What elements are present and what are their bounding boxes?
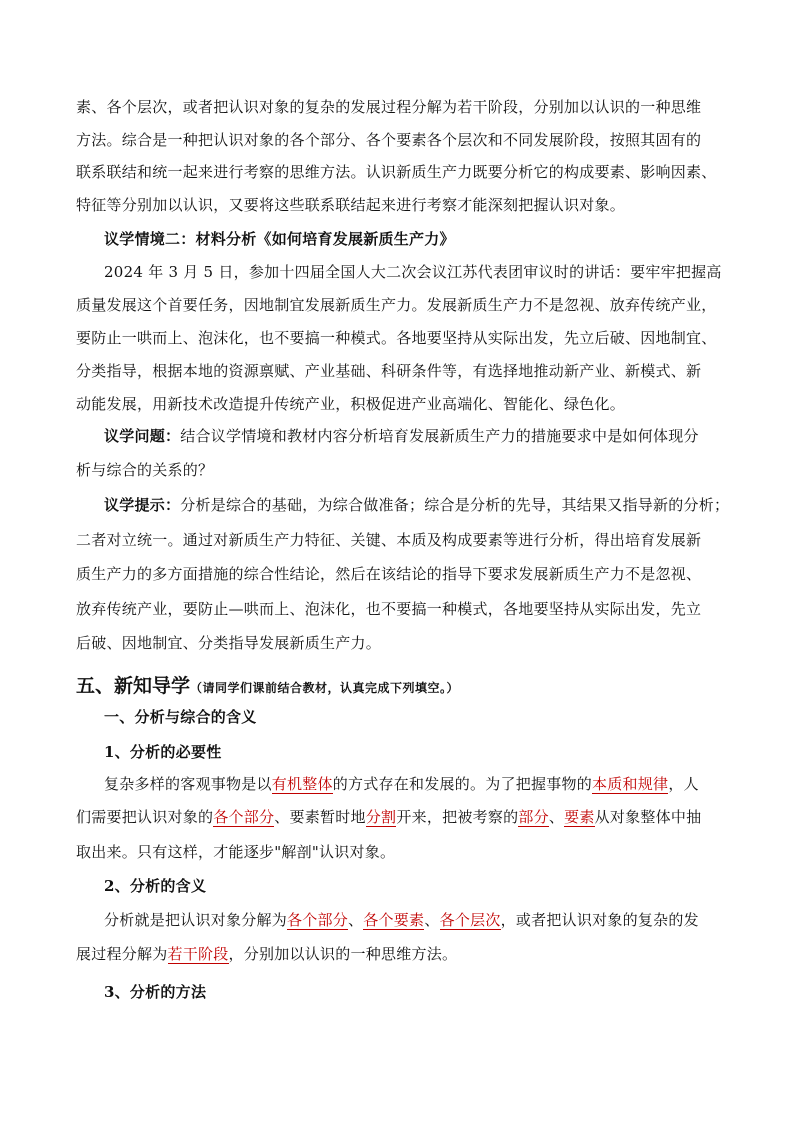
blank-answer: 本质和规律 <box>592 775 669 793</box>
paragraph-line: 后破、因地制宜、分类指导发展新质生产力。 <box>76 634 382 652</box>
section-heading <box>76 674 459 700</box>
paragraph-line: 质生产力的多方面措施的综合性结论，然后在该结论的指导下要求发展新质生产力不是忽视、 <box>76 565 702 583</box>
paragraph-line: 取出来。只有这样，才能逐步"解剖"认识对象。 <box>76 843 396 861</box>
hint-label: 议学提示： <box>104 496 181 514</box>
fill-blank-line: 分析就是把认识对象分解为各个部分、各个要素、各个层次，或者把认识对象的复杂的发 <box>104 911 699 929</box>
paragraph-line: 动能发展，用新技术改造提升传统产业，积极促进产业高端化、智能化、绿色化。 <box>76 395 626 413</box>
hint-text: 分析是综合的基础，为综合做准备；综合是分析的先导，其结果又指导新的分析； <box>180 496 730 514</box>
paragraph-line: 析与综合的关系的？ <box>76 461 214 479</box>
blank-answer: 各个部分 <box>287 911 349 929</box>
paragraph-line: 质量发展这个首要任务，因地制宜发展新质生产力。发展新质生产力不是忽视、放弃传统产业， <box>76 296 717 314</box>
item-heading: 3、分析的方法 <box>104 983 207 1001</box>
blank-answer: 各个部分 <box>213 808 275 826</box>
item-heading: 1、分析的必要性 <box>104 743 222 761</box>
blank-answer: 各个层次 <box>439 911 501 929</box>
question-text: 结合议学情境和教材内容分析培育发展新质生产力的措施要求中是如何体现分 <box>180 427 699 445</box>
question-line <box>104 426 699 446</box>
paragraph-line: 分类指导，根据本地的资源禀赋、产业基础、科研条件等，有选择地推动新产业、新模式、新 <box>76 362 702 380</box>
section-title: 五、新知导学 <box>76 675 191 697</box>
scenario-heading: 议学情境二：材料分析《如何培育发展新质生产力》 <box>104 230 455 248</box>
blank-answer: 部分 <box>518 808 549 826</box>
blank-answer: 各个要素 <box>363 911 425 929</box>
paragraph-line: 放弃传统产业，要防止—哄而上、泡沫化，也不要搞一种模式，各地要坚持从实际出发，先立 <box>76 600 702 618</box>
fill-blank-line: 展过程分解为若干阶段，分别加以认识的一种思维方法。 <box>76 945 458 963</box>
paragraph-line: 要防止一哄而上、泡沫化，也不要搞一种模式。各地要坚持从实际出发，先立后破、因地制宜、 <box>76 329 717 347</box>
blank-answer: 若干阶段 <box>167 945 229 963</box>
question-label: 议学问题： <box>104 427 181 445</box>
item-heading: 2、分析的含义 <box>104 877 207 895</box>
blank-answer: 要素 <box>564 808 595 826</box>
hint-line <box>104 495 729 515</box>
paragraph-line: 2024 年 3 月 5 日，参加十四届全国人大二次会议江苏代表团审议时的讲话：要牢牢把握高 <box>104 263 722 281</box>
paragraph-line: 方法。综合是一种把认识对象的各个部分、各个要素各个层次和不同发展阶段，按照其固有的 <box>76 131 702 149</box>
paragraph-line: 素、各个层次，或者把认识对象的复杂的发展过程分解为若干阶段，分别加以认识的一种思维 <box>76 98 702 116</box>
fill-blank-line: 复杂多样的客观事物是以有机整体的方式存在和发展的。为了把握事物的本质和规律，人 <box>104 775 699 793</box>
paragraph-line: 二者对立统一。通过对新质生产力特征、关键、本质及构成要素等进行分析，得出培育发展新 <box>76 531 702 549</box>
subsection-heading: 一、分析与综合的含义 <box>104 708 257 726</box>
fill-blank-line: 们需要把认识对象的各个部分、要素暂时地分割开来，把被考察的部分、要素从对象整体中抽 <box>76 808 702 826</box>
paragraph-line: 联系联结和统一起来进行考察的思维方法。认识新质生产力既要分析它的构成要素、影响因素、 <box>76 163 717 181</box>
blank-answer: 有机整体 <box>271 775 333 793</box>
section-note: （请同学们课前结合教材，认真完成下列填空。） <box>190 681 460 695</box>
blank-answer: 分割 <box>365 808 397 826</box>
paragraph-line: 特征等分别加以认识，又要将这些联系联结起来进行考察才能深刻把握认识对象。 <box>76 196 626 214</box>
